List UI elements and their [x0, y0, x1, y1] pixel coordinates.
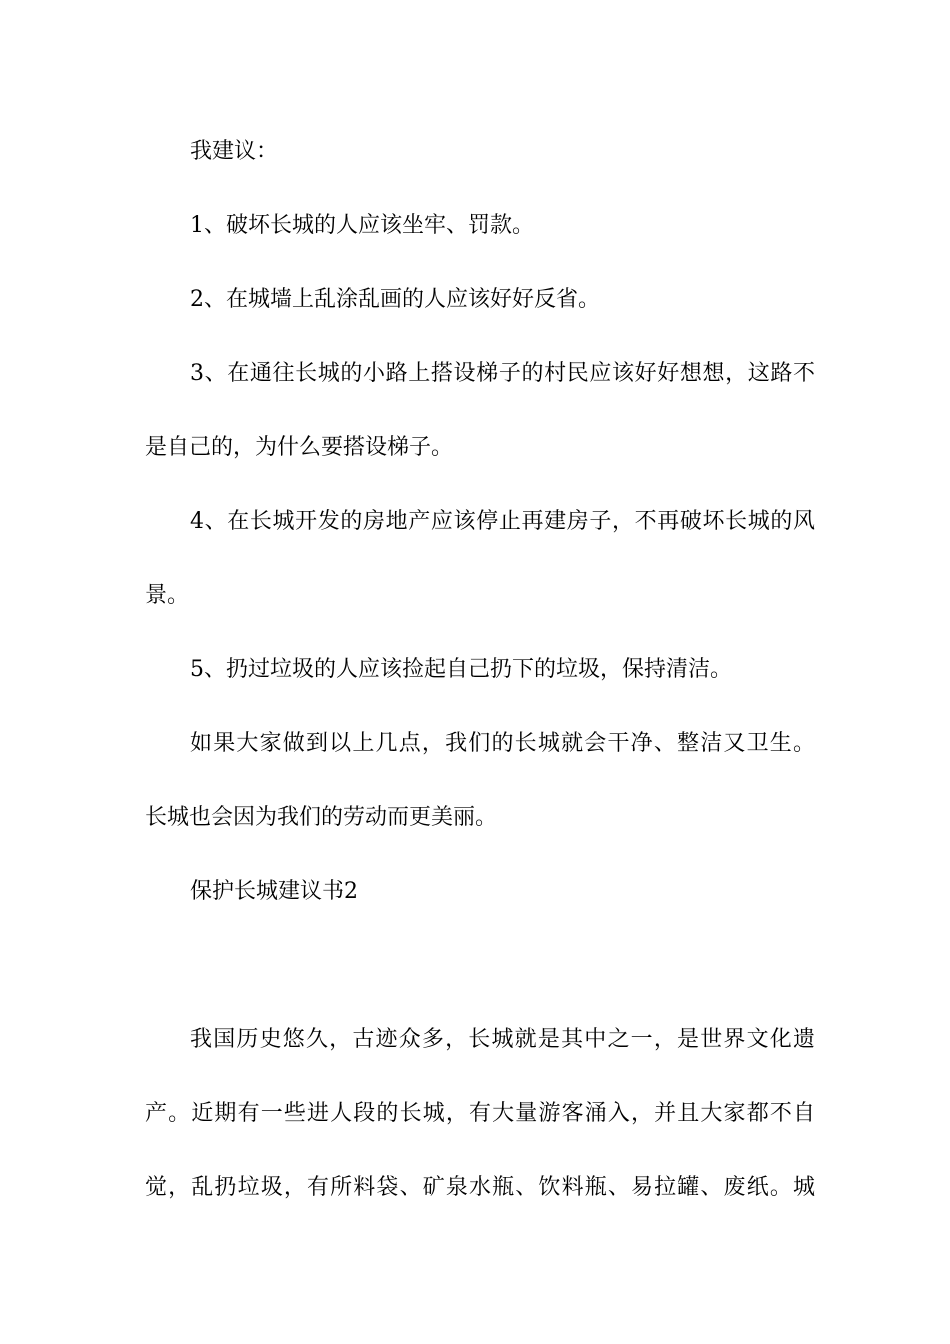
suggestion-item-5: 5、扔过垃圾的人应该捡起自己扔下的垃圾，保持清洁。: [190, 657, 732, 682]
body-paragraph-line-2: 产。近期有一些进人段的长城，有大量游客涌入，并且大家都不自: [145, 1101, 815, 1126]
suggestion-item-3-line-2: 是自己的，为什么要搭设梯子。: [145, 435, 454, 460]
body-paragraph-line-1: 我国历史悠久，古迹众多，长城就是其中之一，是世界文化遗: [190, 1027, 815, 1052]
suggestion-heading: 我建议：: [190, 139, 279, 164]
suggestion-item-4-line-1: 4、在长城开发的房地产应该停止再建房子，不再破坏长城的风: [190, 509, 815, 534]
body-paragraph-line-3: 觉，乱扔垃圾，有所料袋、矿泉水瓶、饮料瓶、易拉罐、废纸。城: [145, 1175, 815, 1200]
conclusion-line-1: 如果大家做到以上几点，我们的长城就会干净、整洁又卫生。: [190, 731, 815, 756]
suggestion-item-1: 1、破坏长城的人应该坐牢、罚款。: [190, 213, 534, 238]
suggestion-item-4-line-2: 景。: [145, 583, 190, 608]
conclusion-line-2: 长城也会因为我们的劳动而更美丽。: [145, 805, 498, 830]
suggestion-item-3-line-1: 3、在通往长城的小路上搭设梯子的村民应该好好想想，这路不: [190, 361, 815, 386]
suggestion-item-2: 2、在城墙上乱涂乱画的人应该好好反省。: [190, 287, 600, 312]
section-title: 保护长城建议书2: [190, 879, 358, 904]
